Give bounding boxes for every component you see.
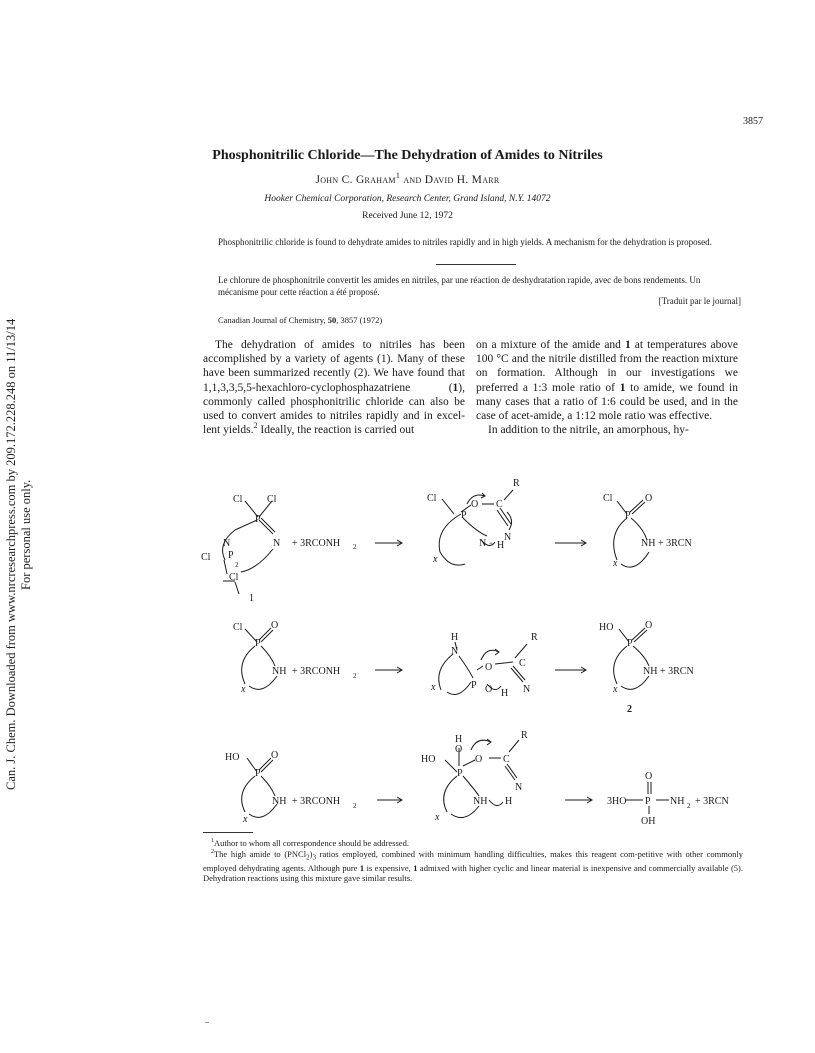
svg-text:HO: HO [599, 622, 614, 633]
journal-citation [218, 315, 382, 325]
translation-note: [Traduit par le journal] [658, 296, 741, 306]
svg-text:O: O [645, 493, 653, 504]
scheme-row-2 [242, 628, 649, 694]
svg-text:+ 3RCN: + 3RCN [695, 796, 729, 807]
svg-text:R: R [531, 632, 538, 643]
svg-text:1: 1 [249, 593, 254, 604]
watermark-line-2: For personal use only. [19, 479, 33, 590]
svg-text:2: 2 [353, 543, 357, 551]
svg-text:P: P [627, 638, 633, 649]
author-conjunction: and [400, 174, 425, 186]
svg-text:HO: HO [225, 752, 240, 763]
svg-text:P: P [457, 768, 463, 779]
svg-text:P: P [625, 510, 631, 521]
svg-text:Cl: Cl [201, 552, 211, 563]
watermark-line-1: Can. J. Chem. Downloaded from www.nrcresearchpress.com by 209.172.228.248 on 11/13/14 [4, 318, 18, 790]
author-1-footnote-mark: 1 [395, 171, 401, 181]
svg-text:2: 2 [687, 802, 691, 810]
svg-text:+: + [489, 540, 493, 548]
article-title: Phosphonitrilic Chloride—The Dehydration of Amides to Nitriles [212, 148, 603, 163]
svg-text:N: N [273, 538, 281, 549]
scheme-row-3-labels [225, 730, 729, 827]
svg-text:x: x [241, 684, 246, 695]
body-paragraph-1-part-2: on a mixture of the amide and 1 at temperatures above 100 °C and the nitrile distilled from the reaction mixture on formation. Although in our investigations we preferred a 1:3 mole ratio of 1 to amide, we found in many cases that a ratio of 1:6 could be used, and in the case of acet-amide, a 1:12 mole ratio was effective. [476, 339, 738, 423]
abstract-english: Phosphonitrilic chloride is found to dehydrate amides to nitriles rapidly and in high yields. A mechanism for the dehydration is proposed. [218, 237, 712, 247]
svg-text:N: N [515, 782, 523, 793]
svg-text:Cl: Cl [233, 622, 243, 633]
author-2: David H. Marr [424, 174, 500, 186]
svg-text:H: H [505, 796, 513, 807]
svg-text:NH: NH [473, 796, 488, 807]
scheme-row-1-labels [201, 478, 692, 604]
page-mark [205, 1022, 209, 1023]
svg-text:x: x [243, 814, 248, 825]
svg-text:N: N [479, 538, 487, 549]
reaction-scheme [195, 474, 755, 834]
svg-text:P: P [471, 680, 477, 691]
svg-text:NH: NH [643, 666, 658, 677]
reagent-row-3: + 3RCONH [292, 796, 341, 807]
affiliation: Hooker Chemical Corporation, Research Center, Grand Island, N.Y. 14072 [264, 194, 551, 204]
citation-pages: , 3857 (1972) [336, 315, 383, 325]
svg-text:C: C [519, 658, 526, 669]
svg-text:O: O [271, 750, 279, 761]
body-paragraph-2: In addition to the nitrile, an amorphous, hy- [488, 424, 689, 437]
svg-text:O: O [645, 771, 653, 782]
scheme-row-2-labels [233, 620, 694, 715]
svg-text:H: H [455, 734, 463, 745]
svg-text:P: P [645, 796, 651, 807]
svg-text:C: C [496, 499, 503, 510]
svg-text:NH: NH [641, 538, 656, 549]
scheme-row-1 [223, 490, 649, 594]
svg-text:P: P [255, 514, 261, 525]
svg-text:x: x [613, 558, 618, 569]
svg-text:O: O [455, 744, 463, 755]
svg-text:O: O [485, 662, 493, 673]
body-paragraph-1-part-1: The dehydration of amides to nitriles has been accomplished by a variety of agents (1). Many of these have been summarized recently (2). We have found that 1,1,3,3,5,5-hexachloro-cyclophosphazatriene (1), commonly called phosphonitrilic chloride can also be used to convert amides to nitriles rapidly and in excel-lent yields.$^2$ Ideally, the reaction is carried out [203, 339, 465, 437]
svg-text:+ 3RCN: + 3RCN [658, 538, 692, 549]
svg-text:+ 3RCN: + 3RCN [660, 666, 694, 677]
svg-text:P: P [255, 638, 261, 649]
footnote-ref-2: 2 [253, 421, 258, 431]
svg-text:P: P [228, 550, 234, 561]
svg-text:Cl: Cl [267, 494, 277, 505]
svg-text:N: N [451, 646, 459, 657]
svg-text:x: x [433, 554, 438, 565]
svg-text:R: R [513, 478, 520, 489]
watermark-svg [2, 260, 40, 790]
footnote-2: $^2$The high amide to $(PNCl_2)_3$ ratios employed, combined with minimum handling difficulties, makes this reagent com-petitive with other commonly employed dehydrating agents. Although pure 1 is expensive, 1 admixed with higher cyclic and linear material is inexpensive and commercially available (5). Dehydration reactions using this mixture gave similar results. [203, 848, 744, 884]
svg-text:2: 2 [353, 672, 357, 680]
received-date: Received June 12, 1972 [362, 211, 453, 221]
svg-text:N: N [523, 684, 531, 695]
svg-text:H: H [497, 540, 505, 551]
citation-journal: Canadian Journal of Chemistry, [218, 315, 328, 325]
svg-text:NH: NH [272, 796, 287, 807]
svg-text:O: O [645, 620, 653, 631]
svg-text:2: 2 [353, 802, 357, 810]
body-column-left [203, 338, 465, 437]
footnotes [203, 838, 743, 884]
svg-text:NH: NH [670, 796, 685, 807]
page-number: 3857 [743, 116, 763, 127]
svg-text:Cl: Cl [427, 493, 437, 504]
reagent-row-1: + 3RCONH [292, 538, 341, 549]
body-column-right [476, 338, 738, 437]
svg-text:2: 2 [627, 704, 632, 715]
abstract-divider [436, 264, 516, 265]
svg-text:2: 2 [235, 561, 239, 569]
svg-text:O: O [475, 754, 483, 765]
author-1: John C. Graham [315, 174, 396, 186]
download-watermark [2, 260, 40, 790]
svg-text:O: O [485, 684, 493, 695]
author-line [0, 171, 815, 186]
abstract-french: Le chlorure de phosphonitrile convertit les amides en nitriles, par une réaction de deshydratation rapide, avec de bons rendements. Un mécanisme pour cette réaction a été proposé. [218, 275, 701, 297]
svg-text:x: x [435, 812, 440, 823]
svg-text:O: O [471, 499, 479, 510]
reaction-scheme-drawing [195, 474, 755, 834]
svg-text:NH: NH [272, 666, 287, 677]
reagent-row-2: + 3RCONH [292, 666, 341, 677]
svg-text:HO: HO [421, 754, 436, 765]
svg-text:C: C [503, 754, 510, 765]
svg-text:R: R [521, 730, 528, 741]
svg-text:x: x [613, 684, 618, 695]
svg-text:Cl: Cl [233, 494, 243, 505]
svg-text:Cl: Cl [603, 493, 613, 504]
svg-text:N: N [223, 538, 231, 549]
footnote-1: $^1$Author to whom all correspondence should be addressed. [211, 838, 409, 848]
svg-text:H: H [501, 688, 509, 699]
svg-text:O: O [271, 620, 279, 631]
footnote-divider [203, 832, 253, 833]
svg-text:H: H [451, 632, 459, 643]
svg-text:OH: OH [641, 816, 656, 827]
svg-text:Cl: Cl [229, 572, 239, 583]
final-product-left: 3HO [607, 796, 627, 807]
svg-text:x: x [431, 682, 436, 693]
svg-text:N: N [504, 532, 512, 543]
citation-volume: 50 [327, 315, 337, 325]
svg-text:P: P [255, 768, 261, 779]
svg-text:P: P [461, 510, 467, 521]
